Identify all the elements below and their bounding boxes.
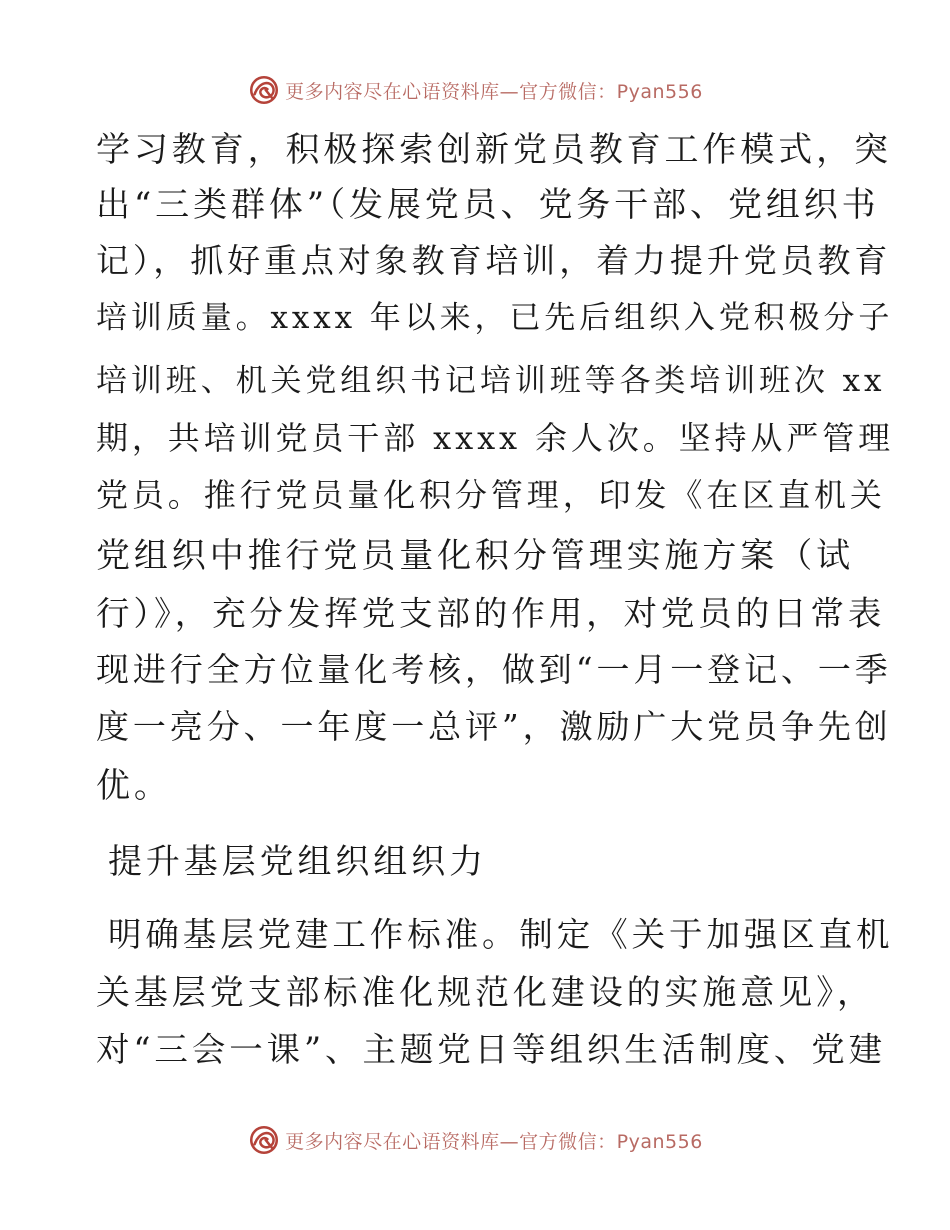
footer-banner-text: 更多内容尽在心语资料库—官方微信：Pyan556 (285, 1130, 703, 1153)
red-swirl-seal-icon (247, 1123, 281, 1157)
footer-banner (0, 1120, 950, 1160)
section-heading: 提升基层党组织组织力 (108, 842, 487, 882)
header-banner-text: 更多内容尽在心语资料库—官方微信：Pyan556 (285, 80, 703, 103)
body-line: 培训质量。xxxx 年以来，已先后组织入党积极分子 (96, 300, 894, 336)
body-line: 党组织中推行党员量化积分管理实施方案（试 (96, 536, 854, 576)
body-line: 出“三类群体”（发展党员、党务干部、党组织书 (96, 185, 880, 225)
body-line: 期，共培训党员干部 xxxx 余人次。坚持从严管理 (96, 419, 895, 457)
body-line: 党员。推行党员量化积分管理，印发《在区直机关 (96, 476, 886, 514)
body-line: 优。 (96, 766, 172, 806)
section-line: 明确基层党建工作标准。制定《关于加强区直机 (108, 915, 894, 954)
body-line: 培训班、机关党组织书记培训班等各类培训班次 xx (96, 363, 886, 399)
section-line: 关基层党支部标准化规范化建设的实施意见》， (96, 973, 875, 1013)
section-line: 对“三会一课”、主题党日等组织生活制度、党建 (96, 1030, 887, 1069)
body-line: 行）》，充分发挥党支部的作用，对党员的日常表 (96, 594, 886, 633)
body-line: 学习教育，积极探索创新党员教育工作模式，突 (96, 130, 892, 170)
body-line: 度一亮分、一年度一总评”，激励广大党员争先创 (96, 707, 892, 746)
body-line: 记），抓好重点对象教育培训，着力提升党员教育 (96, 241, 892, 280)
body-line: 现进行全方位量化考核，做到“一月一登记、一季 (96, 650, 892, 689)
